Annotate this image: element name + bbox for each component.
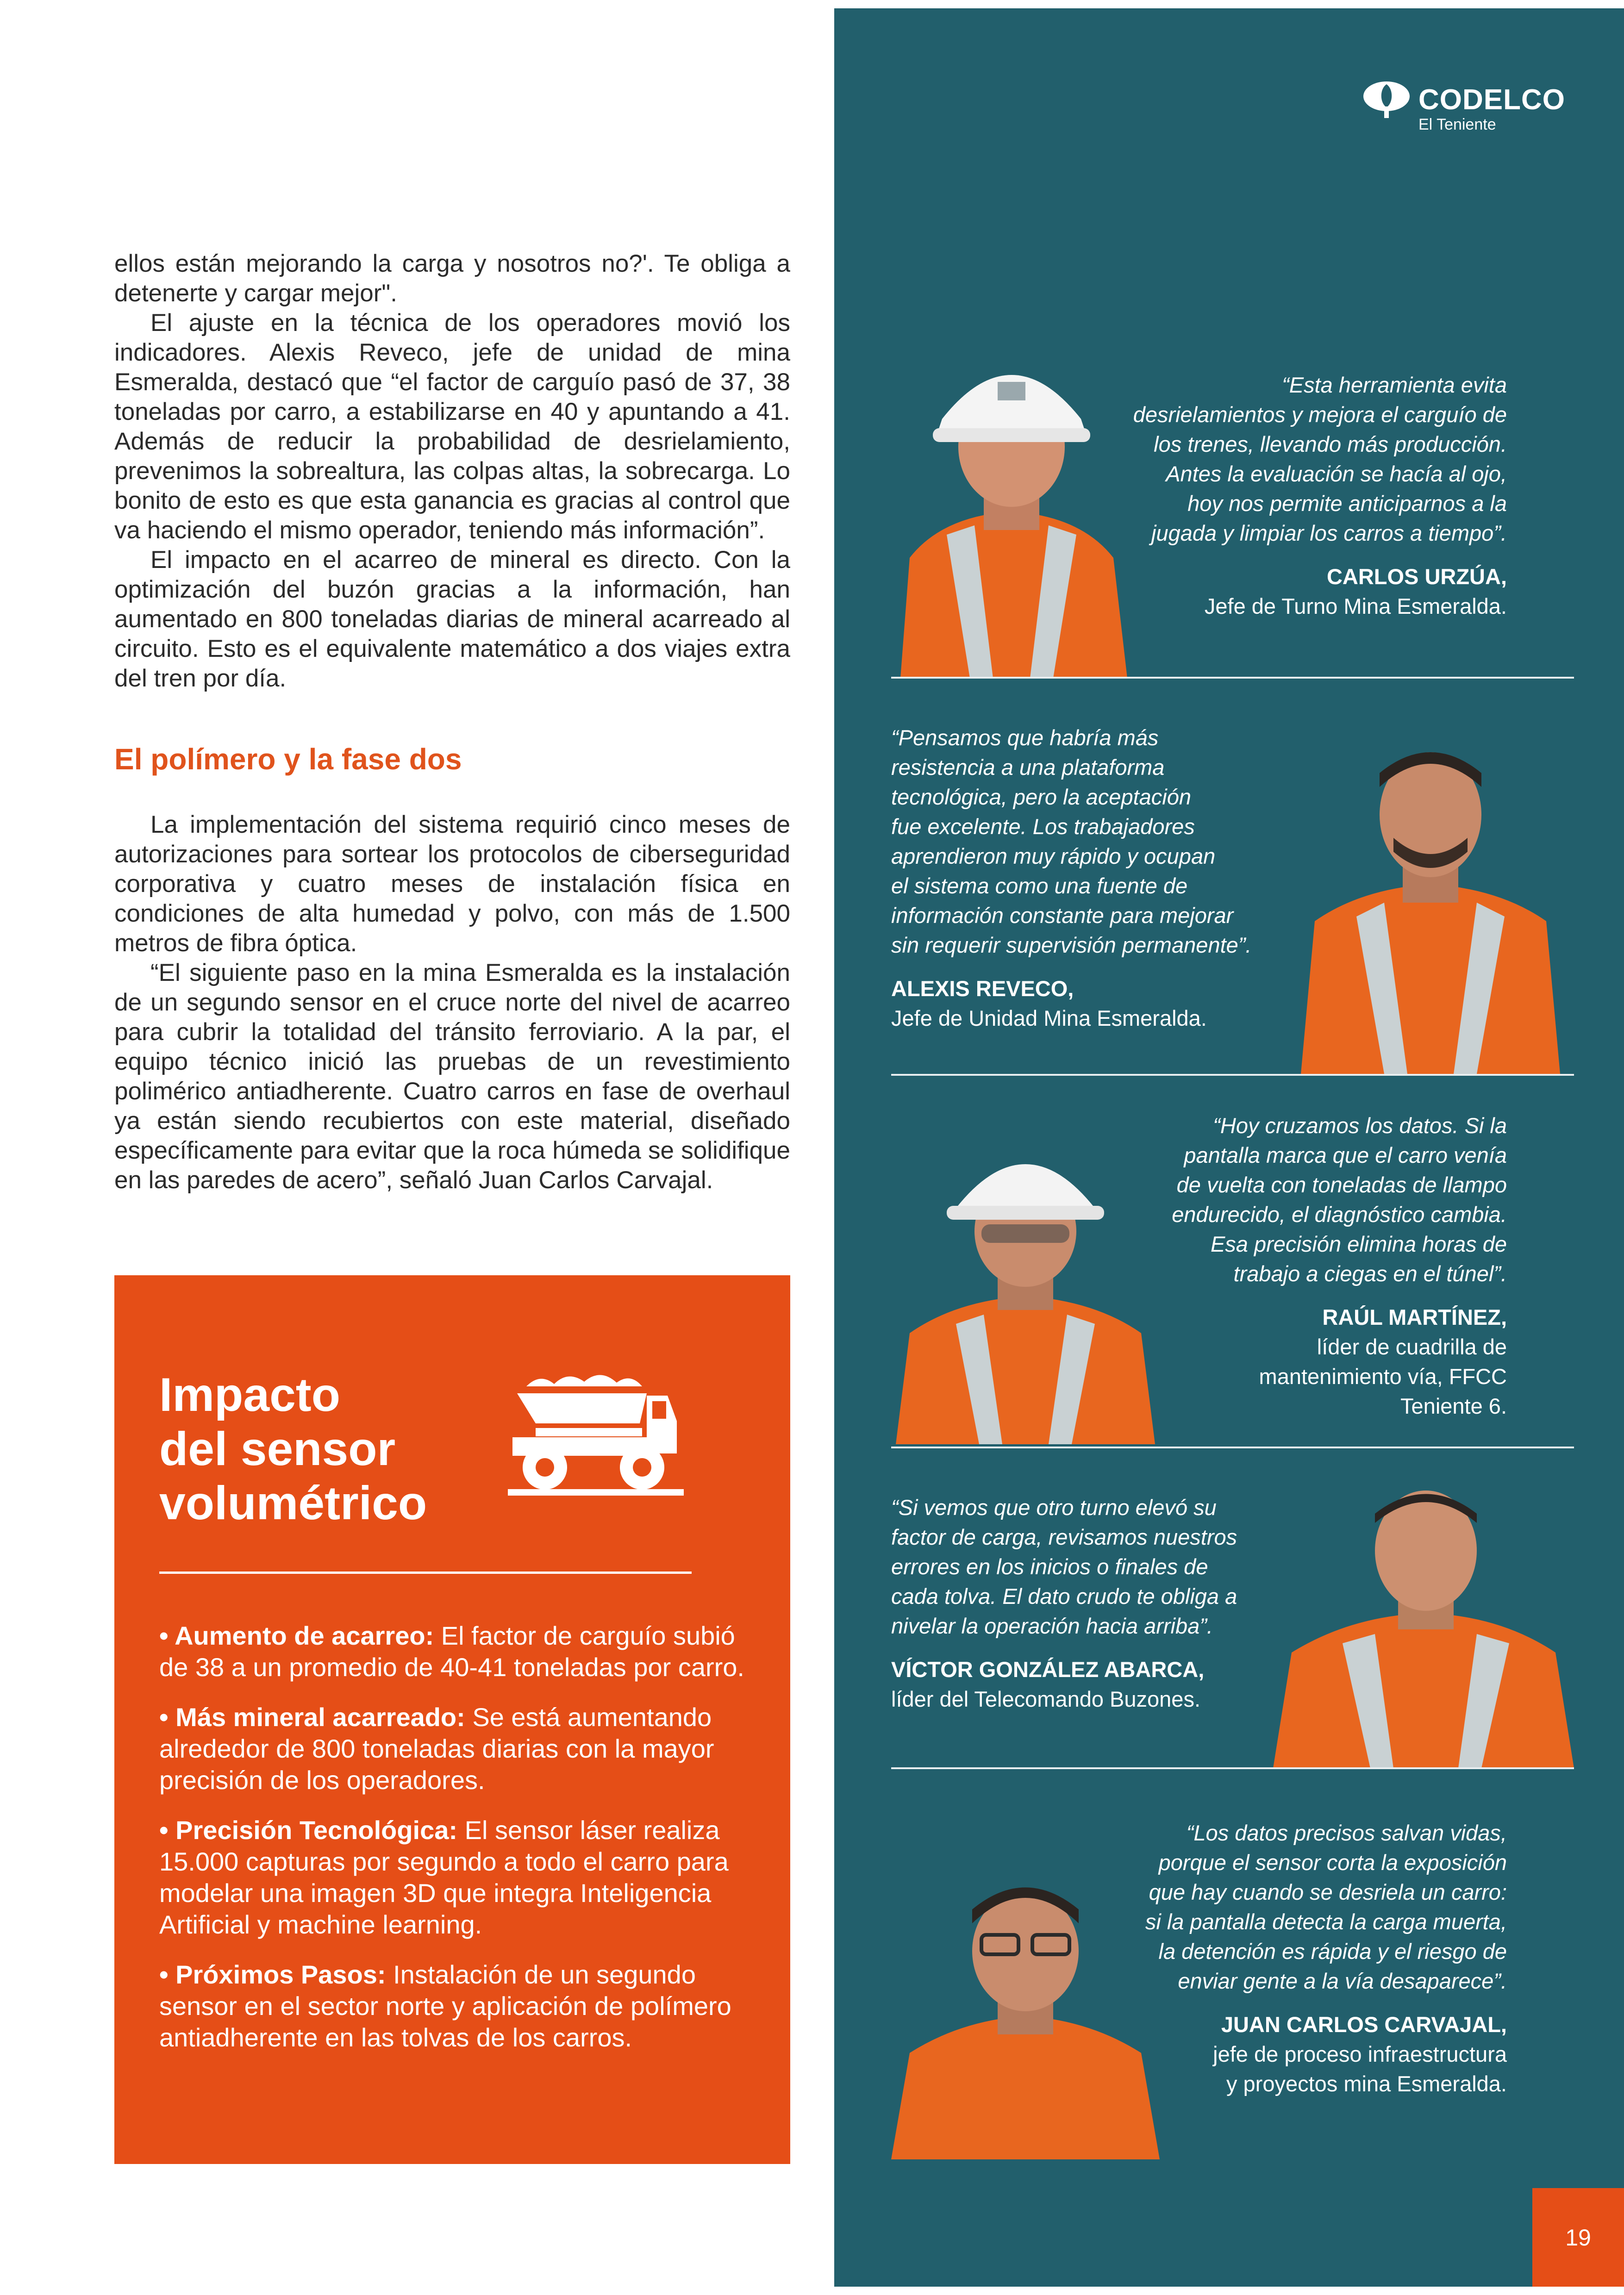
quote-text [1065, 370, 1507, 548]
quote-text [891, 723, 1280, 960]
quote-line: tecnológica, pero la aceptación [891, 785, 1191, 809]
quote-author: ALEXIS REVECO, [891, 976, 1074, 1001]
impact-list [159, 1620, 756, 2072]
quote-role: Jefe de Unidad Mina Esmeralda. [891, 1006, 1207, 1030]
article-body-top [114, 249, 790, 693]
quote-line: “Esta herramienta evita [1282, 373, 1507, 397]
quote-line: errores en los inicios o finales de [891, 1554, 1208, 1579]
list-item [159, 1815, 756, 1940]
list-item [159, 1620, 756, 1683]
quote-role: Jefe de Turno Mina Esmeralda. [1204, 594, 1507, 618]
title-line: Impacto [159, 1368, 341, 1421]
quote-author: CARLOS URZÚA, [1326, 564, 1507, 589]
logo-name: CODELCO [1418, 84, 1565, 116]
item-text: Instalación de un segundo sensor en el sector norte y aplicación de polímero antiadherente en las tolvas de los carros. [159, 1960, 731, 2052]
title-line: volumétrico [159, 1477, 427, 1529]
quote-line: “Hoy cruzamos los datos. Si la [1213, 1113, 1507, 1138]
paragraph: “El siguiente paso en la mina Esmeralda es la instalación de un segundo sensor en el cruce norte del nivel de acarreo para cubrir la totalidad del tránsito ferroviario. A la par, el equipo técnico inició las pruebas de un revestimiento polimérico antiadherente. Cuatro carros en fase de overhaul ya están siendo recubiertos con este material, diseñado específicamente para evitar que la roca húmeda se solidifique en las paredes de acero”, señaló Juan Carlos Carvajal. [114, 959, 790, 1194]
article-body-bottom [114, 810, 790, 1195]
quote-line: endurecido, el diagnóstico cambia. [1172, 1202, 1507, 1227]
quote-line: “Si vemos que otro turno elevó su [891, 1495, 1217, 1520]
quote-carlos-urzua [1065, 370, 1507, 621]
quote-line: factor de carga, revisamos nuestros [891, 1525, 1237, 1549]
codelco-logo-icon [1361, 79, 1412, 120]
quote-line: nivelar la operación hacia arriba”. [891, 1614, 1213, 1638]
quote-author: JUAN CARLOS CARVAJAL, [1221, 2012, 1507, 2037]
quote-line: cada tolva. El dato crudo te obliga a [891, 1584, 1237, 1609]
page-number: 19 [1532, 2188, 1624, 2287]
item-text: Se está aumentando alrededor de 800 toneladas diarias con la mayor precisión de los operadores. [159, 1703, 714, 1795]
item-text: El sensor láser realiza 15.000 capturas por segundo a todo el carro para modelar una imagen 3D que integra Inteligencia Artificial y machine learning. [159, 1815, 729, 1939]
item-label: • Próximos Pasos: [159, 1960, 386, 1989]
logo-subtitle: El Teniente [1418, 116, 1496, 133]
quote-alexis-reveco [891, 723, 1280, 1033]
quote-author: VÍCTOR GONZÁLEZ ABARCA, [891, 1657, 1205, 1682]
quote-role: mantenimiento vía, FFCC [1259, 1364, 1507, 1389]
divider [891, 1074, 1574, 1076]
quote-victor-gonzalez [891, 1493, 1289, 1714]
quote-author: RAÚL MARTÍNEZ, [1322, 1305, 1507, 1329]
quote-line: información constante para mejorar [891, 903, 1234, 928]
mining-truck-icon [508, 1368, 684, 1507]
quote-role: líder de cuadrilla de [1317, 1335, 1507, 1359]
portrait-photo [1287, 722, 1574, 1074]
portrait-photo [1273, 1477, 1574, 1768]
impact-box-title [159, 1368, 427, 1530]
quote-line: si la pantalla detecta la carga muerta, [1145, 1909, 1507, 1934]
paragraph: La implementación del sistema requirió cinco meses de autorizaciones para sortear los protocolos de ciberseguridad corporativa y cuatro meses de instalación física en condiciones de alta humedad y polvo, con más de 1.500 metros de fibra óptica. [114, 811, 790, 957]
quote-role: Teniente 6. [1400, 1394, 1507, 1418]
quote-line: desrielamientos y mejora el carguío de [1133, 402, 1507, 427]
list-item [159, 1959, 756, 2053]
quote-line: aprendieron muy rápido y ocupan [891, 844, 1216, 868]
quote-line: “Pensamos que habría más [891, 725, 1159, 750]
paragraph: El ajuste en la técnica de los operadores movió los indicadores. Alexis Reveco, jefe de unidad de mina Esmeralda, destacó que “el factor de carguío pasó de 37, 38 toneladas por carro, a estabilizarse en 40 y apuntando a 41. Además de reducir la probabilidad de desrielamiento, prevenimos la sobrealtura, las colpas altas, la sobrecarga. Lo bonito de esto es que esta ganancia es gracias al control que va haciendo el mismo operador, teniendo más información”. [114, 309, 790, 544]
item-text: El factor de carguío subió de 38 a un promedio de 40-41 toneladas por carro. [159, 1621, 744, 1682]
divider [891, 1767, 1574, 1769]
impact-box [114, 1275, 790, 2164]
quote-role: jefe de proceso infraestructura [1213, 2042, 1507, 2066]
quote-line: trabajo a ciegas en el túnel”. [1233, 1261, 1507, 1286]
paragraph: El impacto en el acarreo de mineral es directo. Con la optimización del buzón gracias a la información, han aumentado en 800 toneladas diarias de mineral acarreado al circuito. Esto es el equivalente matemático a dos viajes extra del tren por día. [114, 546, 790, 692]
item-label: • Precisión Tecnológica: [159, 1815, 458, 1845]
quote-line: los trenes, llevando más producción. [1154, 432, 1507, 456]
list-item [159, 1702, 756, 1796]
quote-line: pantalla marca que el carro venía [1184, 1143, 1507, 1167]
quote-line: enviar gente a la vía desaparece”. [1178, 1969, 1507, 1993]
section-subheading: El polímero y la fase dos [114, 742, 462, 776]
divider [891, 1447, 1574, 1448]
quote-line: “Los datos precisos salvan vidas, [1186, 1821, 1507, 1845]
quote-line: hoy nos permite anticiparnos a la [1187, 491, 1507, 516]
quote-line: jugada y limpiar los carros a tiempo”. [1151, 521, 1507, 545]
quote-line: porque el sensor corta la exposición [1158, 1850, 1507, 1875]
item-label: • Aumento de acarreo: [159, 1621, 434, 1650]
item-label: • Más mineral acarreado: [159, 1703, 465, 1732]
quote-role: y proyectos mina Esmeralda. [1226, 2071, 1507, 2096]
quote-line: el sistema como una fuente de [891, 873, 1188, 898]
quote-line: fue excelente. Los trabajadores [891, 814, 1195, 839]
quote-text [1065, 1818, 1507, 1996]
quote-line: la detención es rápida y el riesgo de [1158, 1939, 1507, 1964]
quote-line: resistencia a una plataforma [891, 755, 1165, 780]
paragraph: ellos están mejorando la carga y nosotros no?'. Te obliga a detenerte y cargar mejor". [114, 250, 790, 307]
divider [891, 677, 1574, 679]
title-line: del sensor [159, 1422, 396, 1475]
quote-line: sin requerir supervisión permanente”. [891, 933, 1252, 957]
quote-text [1065, 1111, 1507, 1289]
quote-raul-martinez [1065, 1111, 1507, 1421]
quote-line: de vuelta con toneladas de llampo [1176, 1172, 1507, 1197]
quote-juan-carlos-carvajal [1065, 1818, 1507, 2099]
quote-role: líder del Telecomando Buzones. [891, 1687, 1201, 1711]
quote-line: Esa precisión elimina horas de [1210, 1232, 1507, 1256]
quote-line: Antes la evaluación se hacía al ojo, [1166, 461, 1507, 486]
divider [159, 1572, 692, 1574]
quote-line: que hay cuando se desriela un carro: [1149, 1880, 1507, 1904]
quote-text [891, 1493, 1289, 1641]
